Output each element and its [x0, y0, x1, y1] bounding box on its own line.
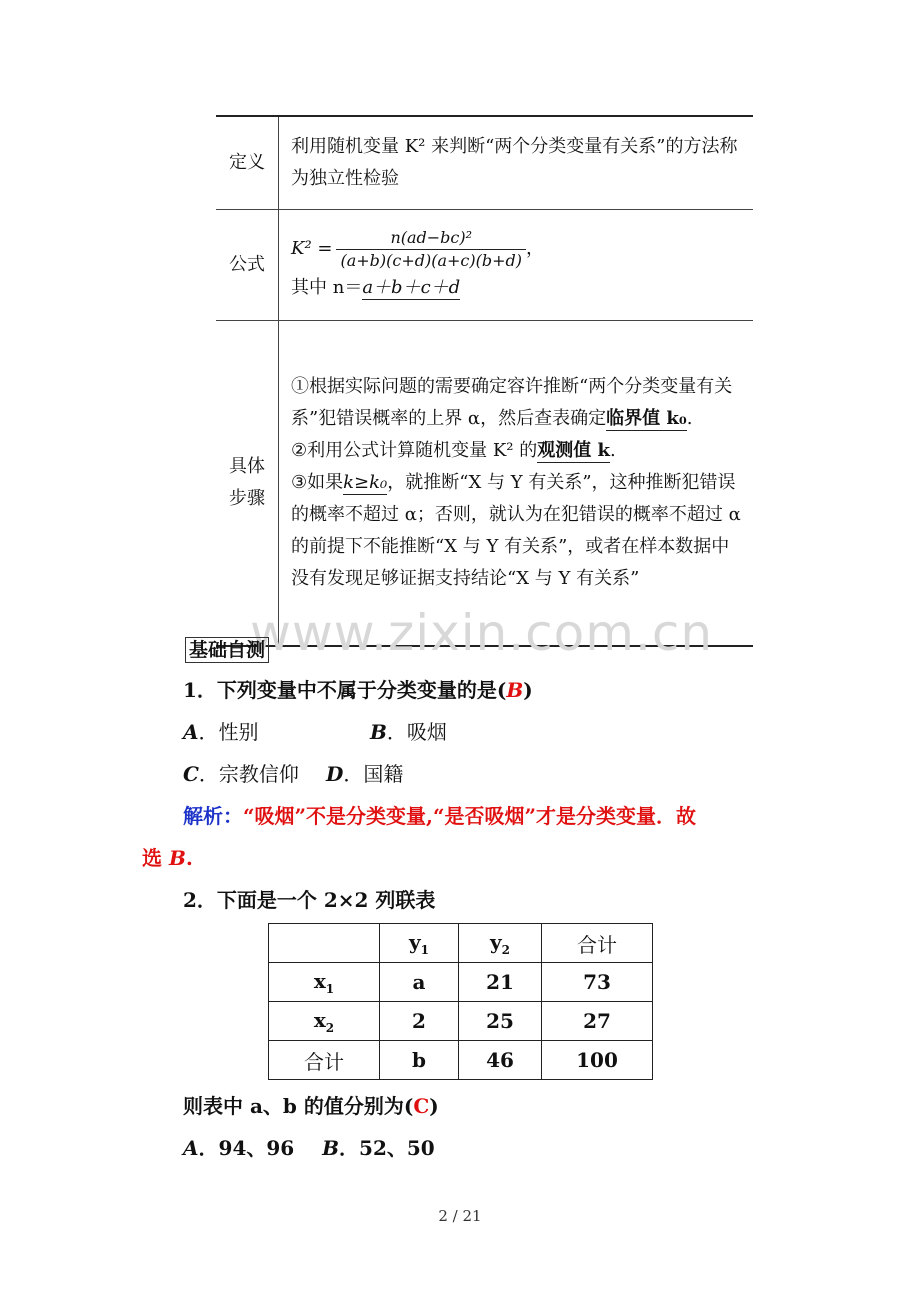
step1-end: . — [686, 408, 693, 429]
row-label-line1: 具体 — [229, 456, 265, 477]
table-cell: a — [380, 963, 459, 1002]
contingency-table — [268, 923, 653, 1080]
step3-condition: k≥k₀ — [343, 472, 388, 493]
option-text: ．吸烟 — [386, 720, 447, 744]
row-label: 公式 — [216, 210, 279, 321]
row-label: 定义 — [216, 116, 279, 210]
where-expression: a＋b＋c＋d — [362, 276, 461, 298]
table-row — [269, 1041, 653, 1080]
formula-denominator: (a+b)(c+d)(a+c)(b+d) — [336, 249, 526, 272]
definition-text: 利用随机变量 K² 来判断“两个分类变量有关系”的方法称为独立性检验 — [291, 136, 738, 189]
analysis-text-2: 选 — [142, 846, 169, 870]
steps-row — [216, 321, 753, 647]
option-text: ．国籍 — [343, 762, 404, 786]
table-cell: 46 — [459, 1041, 542, 1080]
q1-analysis — [183, 800, 696, 829]
formula-comma: ， — [526, 238, 544, 259]
formula-where — [291, 272, 745, 304]
option-text: ．52、50 — [339, 1136, 435, 1160]
table-cell: 100 — [542, 1041, 653, 1080]
table-cell: 21 — [459, 963, 542, 1002]
step2-end: . — [610, 440, 616, 461]
analysis-text: “吸烟”不是分类变量,“是否吸烟”才是分类变量．故 — [243, 804, 696, 828]
q1-option-b — [370, 716, 447, 745]
table-cell: 73 — [542, 963, 653, 1002]
q1-stem-text: 1．下列变量中不属于分类变量的是( — [183, 678, 507, 702]
definition-table — [216, 115, 753, 647]
analysis-end: . — [185, 846, 193, 870]
table-row — [269, 1002, 653, 1041]
analysis-label: 解析： — [183, 804, 243, 828]
q2-answer: C — [413, 1094, 430, 1118]
table-cell: $y_2$ — [459, 924, 542, 963]
table-cell: 合计 — [269, 1041, 380, 1080]
page-number: 2 / 21 — [438, 1207, 482, 1225]
option-text: ．宗教信仰 — [198, 762, 299, 786]
section-title: 基础自测 — [185, 637, 269, 663]
table-cell: b — [380, 1041, 459, 1080]
table-cell: 27 — [542, 1002, 653, 1041]
table-cell: 合计 — [542, 924, 653, 963]
step3-text-rest: ，就推断“X 与 Y 有关系”，这种推断犯错误的概率不超过 α；否则，就认为在犯错误的概率不超过 α 的前提下不能推断“X 与 Y 有关系”，或者在样本数据中没有发现足够证据支持结论“X 与 Y 有关系” — [291, 472, 741, 589]
k2-formula — [291, 227, 745, 272]
formula-cell — [279, 210, 754, 321]
q2-question — [183, 1090, 439, 1119]
step2-term: 观测值 k — [537, 440, 610, 461]
q1-options-ab — [183, 716, 259, 745]
steps-text — [279, 321, 754, 647]
option-letter: A — [183, 720, 199, 744]
option-letter: B — [322, 1136, 340, 1160]
option-letter: A — [183, 1136, 199, 1160]
table-cell: $x_1$ — [269, 963, 380, 1002]
table-cell: 25 — [459, 1002, 542, 1041]
q1-answer: B — [506, 678, 524, 702]
formula-fraction — [336, 227, 526, 272]
option-text: ．性别 — [198, 720, 259, 744]
q2-question-text: 则表中 a、b 的值分别为( — [183, 1094, 414, 1118]
table-row — [269, 963, 653, 1002]
q2-question-end: ) — [429, 1094, 439, 1118]
definition-row — [216, 116, 753, 210]
q1-option-c — [183, 758, 299, 787]
option-letter: C — [183, 762, 199, 786]
step1-text: ①根据实际问题的需要确定容许推断“两个分类变量有关系”犯错误概率的上界 α，然后查表确定 — [291, 376, 733, 429]
where-prefix: 其中 n＝ — [291, 276, 363, 298]
q1-analysis-line2 — [142, 842, 193, 871]
option-letter: D — [326, 762, 344, 786]
row-label-line2: 步骤 — [229, 488, 265, 509]
option-text: ．94、96 — [198, 1136, 295, 1160]
q1-stem-end: ) — [523, 678, 533, 702]
q1-option-d — [326, 758, 403, 787]
step3-text: ③如果 — [291, 472, 344, 493]
table-cell — [269, 924, 380, 963]
analysis-answer: B — [168, 846, 186, 870]
step1-term: 临界值 k₀ — [606, 408, 687, 429]
row-label — [216, 321, 279, 647]
formula-numerator: n(ad−bc)² — [390, 227, 473, 247]
q2-options — [183, 1132, 435, 1161]
table-cell: $y_1$ — [380, 924, 459, 963]
formula-row — [216, 210, 753, 321]
formula-lhs: K² = — [291, 238, 333, 259]
q2-stem: 2．下面是一个 2×2 列联表 — [183, 888, 436, 912]
step2-text: ②利用公式计算随机变量 K² 的 — [291, 440, 538, 461]
option-letter: B — [370, 720, 387, 744]
table-cell: 2 — [380, 1002, 459, 1041]
watermark: www.zixin.com.cn — [250, 604, 714, 662]
table-header-row — [269, 924, 653, 963]
q1-stem — [183, 674, 533, 703]
table-cell: $x_2$ — [269, 1002, 380, 1041]
